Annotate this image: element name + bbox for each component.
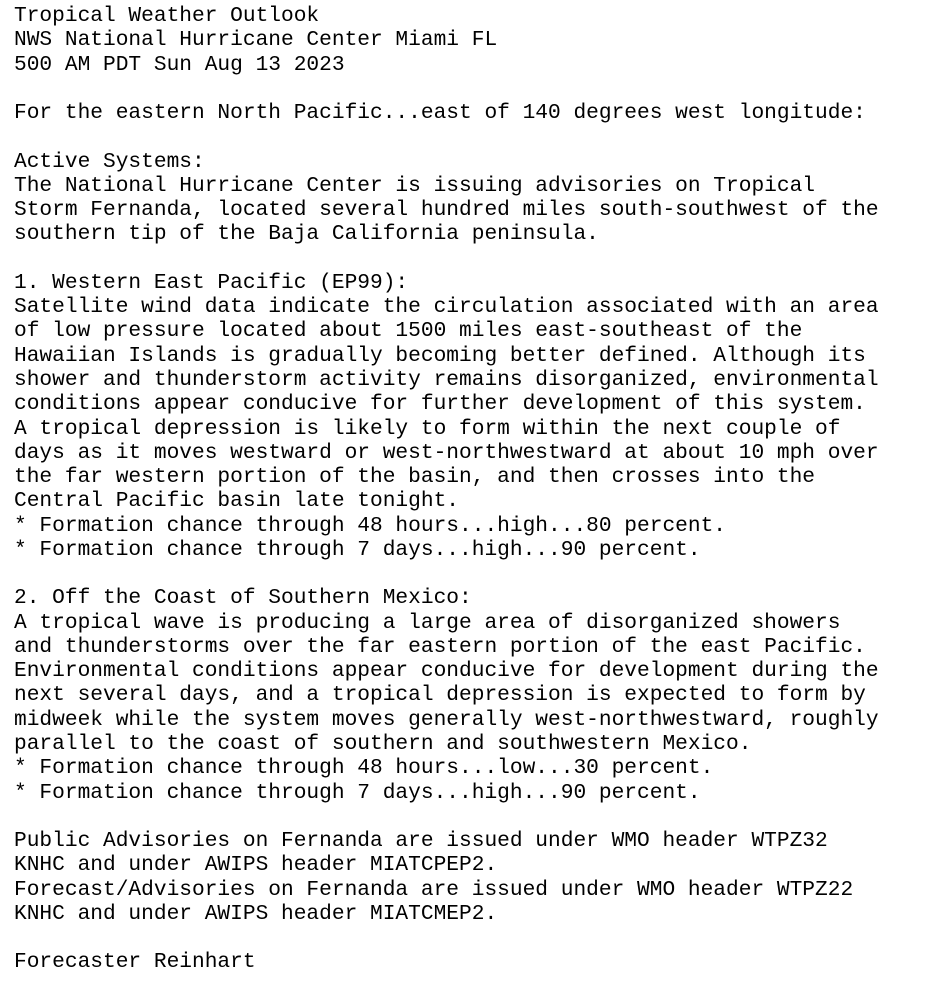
text-line: next several days, and a tropical depression is expected to form by <box>14 683 866 708</box>
issue-time: 500 AM PDT Sun Aug 13 2023 <box>14 52 345 77</box>
text-line: of low pressure located about 1500 miles east-southeast of the <box>14 319 803 344</box>
text-line: A tropical wave is producing a large area of disorganized showers <box>14 610 841 635</box>
formation-chance-7d: * Formation chance through 7 days...high...90 percent. <box>14 537 701 562</box>
blank-line <box>14 926 950 950</box>
system-1-heading: 1. Western East Pacific (EP99): <box>14 270 409 295</box>
formation-chance-48h: * Formation chance through 48 hours...high...80 percent. <box>14 513 727 538</box>
active-systems-heading: Active Systems: <box>14 149 205 174</box>
system-2-heading: 2. Off the Coast of Southern Mexico: <box>14 586 472 611</box>
advisory-line: Forecast/Advisories on Fernanda are issued under WMO header WTPZ22 <box>14 877 854 902</box>
blank-line <box>14 247 950 271</box>
text-line: Satellite wind data indicate the circulation associated with an area <box>14 295 879 320</box>
text-line: The National Hurricane Center is issuing advisories on Tropical <box>14 173 816 198</box>
blank-line <box>14 562 950 586</box>
advisory-line: KNHC and under AWIPS header MIATCPEP2. <box>14 853 498 878</box>
blank-line <box>14 805 950 829</box>
text-line: Central Pacific basin late tonight. <box>14 489 460 514</box>
region-statement: For the eastern North Pacific...east of 140 degrees west longitude: <box>14 101 866 126</box>
forecaster-signature: Forecaster Reinhart <box>14 950 256 975</box>
document-title: Tropical Weather Outlook <box>14 4 320 28</box>
text-line: midweek while the system moves generally west-northwestward, roughly <box>14 707 879 732</box>
text-line: A tropical depression is likely to form within the next couple of <box>14 416 841 441</box>
text-line: the far western portion of the basin, and then crosses into the <box>14 465 816 490</box>
text-line: parallel to the coast of southern and southwestern Mexico. <box>14 731 752 756</box>
advisory-line: Public Advisories on Fernanda are issued under WMO header WTPZ32 <box>14 829 828 854</box>
formation-chance-7d: * Formation chance through 7 days...high...90 percent. <box>14 780 701 805</box>
text-line: and thunderstorms over the far eastern portion of the east Pacific. <box>14 634 866 659</box>
text-line: days as it moves westward or west-northwestward at about 10 mph over <box>14 440 879 465</box>
text-line: conditions appear conducive for further development of this system. <box>14 392 866 417</box>
text-line: Environmental conditions appear conducive for development during the <box>14 659 879 684</box>
text-line: southern tip of the Baja California peninsula. <box>14 222 599 247</box>
text-line: shower and thunderstorm activity remains disorganized, environmental <box>14 367 879 392</box>
blank-line <box>14 125 950 149</box>
text-line: Storm Fernanda, located several hundred miles south-southwest of the <box>14 198 879 223</box>
blank-line <box>14 77 950 101</box>
formation-chance-48h: * Formation chance through 48 hours...low...30 percent. <box>14 756 714 781</box>
text-line: Hawaiian Islands is gradually becoming better defined. Although its <box>14 343 866 368</box>
advisory-line: KNHC and under AWIPS header MIATCMEP2. <box>14 901 498 926</box>
issuing-office: NWS National Hurricane Center Miami FL <box>14 28 498 53</box>
